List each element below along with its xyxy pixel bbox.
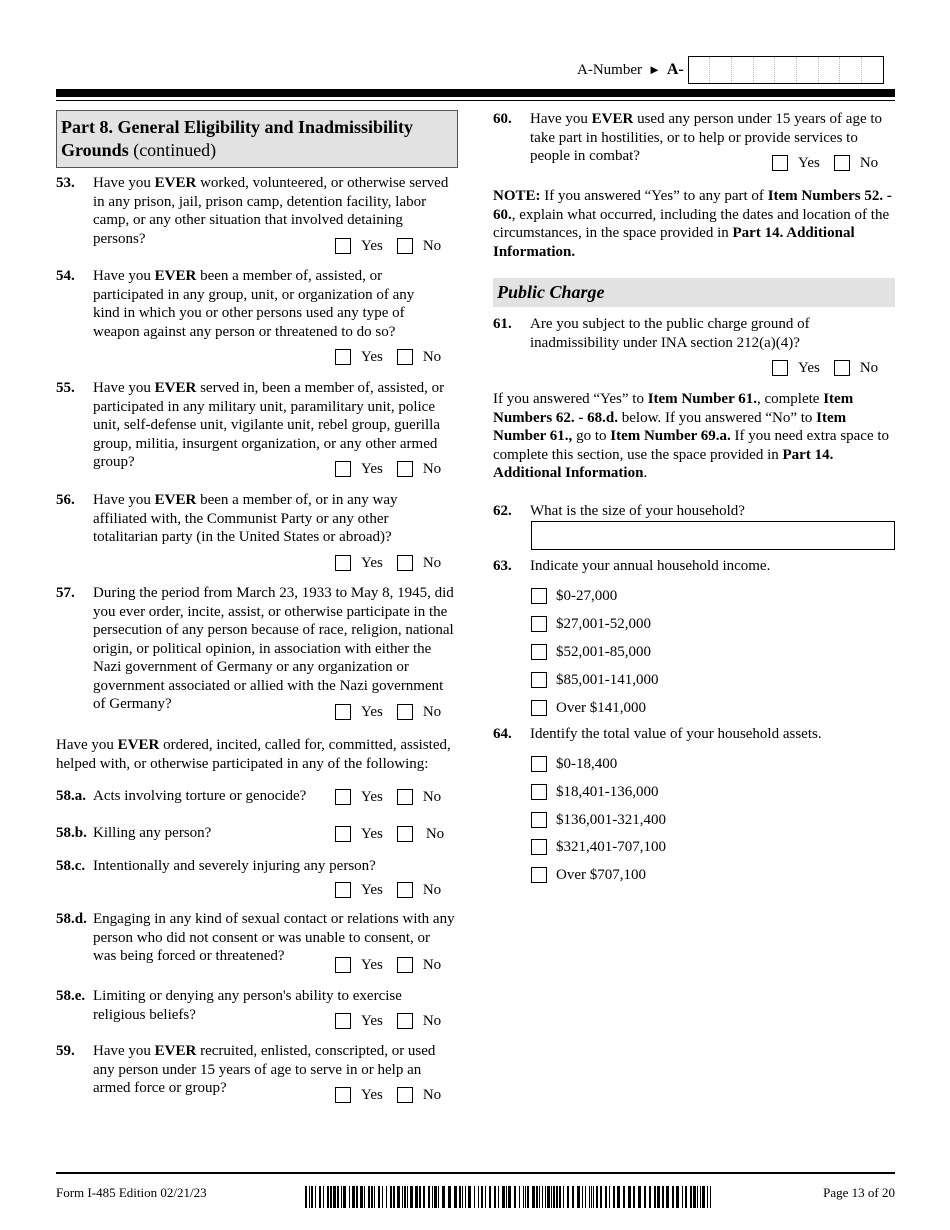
question-55 <box>56 379 458 472</box>
question-text: Intentionally and severely injuring any person? <box>93 858 376 874</box>
yes-checkbox[interactable] <box>335 957 351 973</box>
no-checkbox[interactable] <box>397 789 413 805</box>
a-number-group <box>577 56 884 84</box>
header-rule <box>56 89 895 97</box>
question-text: Have you EVER been a member of, or in any way affiliated with, the Communist Party or any other totalitarian party (in the United States or abroad)? <box>93 492 398 545</box>
question-text: Identify the total value of your household assets. <box>530 726 822 742</box>
question-text: Have you EVER been a member of, assisted, or participated in any group, unit, or organization of any kind in which you or other persons used any type of weapon against any person or threatened to do so? <box>93 268 415 340</box>
yes-checkbox[interactable] <box>335 1013 351 1029</box>
no-checkbox[interactable] <box>397 957 413 973</box>
asset-checkbox[interactable] <box>531 812 547 828</box>
question-text: Engaging in any kind of sexual contact or relations with any person who did not consent or was unable to consent, or was being forced or threatened? <box>93 911 455 964</box>
header-rule-thin <box>56 100 895 101</box>
income-option: $0-27,000 <box>531 587 617 606</box>
no-checkbox[interactable] <box>397 1087 413 1103</box>
question-text: Killing any person? <box>93 825 212 841</box>
question-56 <box>56 491 458 547</box>
question-text: Have you EVER recruited, enlisted, conscripted, or used any person under 15 years of age to serve in or help an armed force or group? <box>93 1043 436 1096</box>
public-charge-header: Public Charge <box>493 278 895 307</box>
question-text: Acts involving torture or genocide? <box>93 788 307 804</box>
yes-no-57: Yes No <box>335 703 441 722</box>
question-text: Have you EVER served in, been a member of, assisted, or participated in any military unit, paramilitary unit, police unit, self-defense unit, vigilante unit, rebel group, guerilla group, militia, insurgent organization, or any other armed group? <box>93 380 445 470</box>
income-checkbox[interactable] <box>531 588 547 604</box>
question-number: 58.a. <box>56 788 86 804</box>
income-checkbox[interactable] <box>531 616 547 632</box>
question-54 <box>56 267 458 341</box>
yes-checkbox[interactable] <box>335 704 351 720</box>
yes-checkbox[interactable] <box>335 349 351 365</box>
question-number: 57. <box>56 585 75 601</box>
yes-no-58c: Yes No <box>335 881 441 900</box>
yes-no-61: Yes No <box>772 359 878 378</box>
asset-checkbox[interactable] <box>531 839 547 855</box>
yes-no-56: Yes No <box>335 554 441 573</box>
yes-no-60: Yes No <box>772 154 878 173</box>
asset-option: Over $707,100 <box>531 866 646 885</box>
question-number: 61. <box>493 316 512 332</box>
yes-no-58a: Yes No <box>335 788 441 807</box>
no-checkbox[interactable] <box>397 238 413 254</box>
yes-checkbox[interactable] <box>335 826 351 842</box>
question-62 <box>493 502 895 521</box>
yes-no-55: Yes No <box>335 460 441 479</box>
asset-option: $18,401-136,000 <box>531 783 659 802</box>
yes-checkbox[interactable] <box>335 555 351 571</box>
question-number: 56. <box>56 492 75 508</box>
question-text: Have you EVER used any person under 15 years of age to take part in hostilities, or to help or provide services to people in combat? <box>530 111 883 164</box>
no-checkbox[interactable] <box>397 461 413 477</box>
part-title-suffix: (continued) <box>128 140 217 160</box>
a-number-label: A-Number <box>577 61 642 78</box>
public-charge-instructions: If you answered “Yes” to Item Number 61., complete Item Numbers 62. - 68.d. below. If you answered “No” to Item Number 61., go to Item Number 69.a. If you need extra space to complete this section, use the space provided in Part 14. Additional Information. <box>493 391 890 481</box>
yes-checkbox[interactable] <box>335 882 351 898</box>
asset-option: $321,401-707,100 <box>531 838 666 857</box>
yes-no-58b: Yes No <box>335 825 444 844</box>
question-number: 60. <box>493 111 512 127</box>
question-63 <box>493 557 895 576</box>
yes-checkbox[interactable] <box>335 461 351 477</box>
question-number: 55. <box>56 380 75 396</box>
no-checkbox[interactable] <box>397 1013 413 1029</box>
income-checkbox[interactable] <box>531 672 547 688</box>
part-title: Part 8. General Eligibility and Inadmissibility Grounds <box>61 117 414 160</box>
no-checkbox[interactable] <box>397 349 413 365</box>
income-checkbox[interactable] <box>531 644 547 660</box>
question-number: 59. <box>56 1043 75 1059</box>
no-checkbox[interactable] <box>397 826 413 842</box>
left-column <box>56 110 458 1103</box>
a-number-input[interactable] <box>688 56 884 84</box>
asset-checkbox[interactable] <box>531 867 547 883</box>
footer-rule <box>56 1172 895 1174</box>
barcode-icon <box>305 1186 713 1208</box>
question-text: What is the size of your household? <box>530 503 745 519</box>
yes-checkbox[interactable] <box>335 238 351 254</box>
yes-no-59: Yes No <box>335 1086 441 1105</box>
a-number-prefix: A- <box>666 60 684 78</box>
question-61 <box>493 315 895 352</box>
part-header <box>56 110 458 168</box>
income-option: $52,001-85,000 <box>531 643 651 662</box>
yes-no-58d: Yes No <box>335 956 441 975</box>
household-size-input[interactable] <box>531 521 895 550</box>
form-edition: Form I-485 Edition 02/21/23 <box>56 1185 207 1200</box>
yes-checkbox[interactable] <box>335 789 351 805</box>
asset-option: $0-18,400 <box>531 755 617 774</box>
yes-no-54: Yes No <box>335 348 441 367</box>
question-64 <box>493 725 895 744</box>
question-number: 64. <box>493 726 512 742</box>
no-checkbox[interactable] <box>397 555 413 571</box>
yes-no-58e: Yes No <box>335 1012 441 1031</box>
income-option: $85,001-141,000 <box>531 671 659 690</box>
no-checkbox[interactable] <box>397 882 413 898</box>
question-57 <box>56 584 458 714</box>
question-58c <box>56 857 458 876</box>
question-number: 58.d. <box>56 911 87 927</box>
question-number: 58.b. <box>56 825 87 841</box>
question-number: 58.e. <box>56 988 86 1004</box>
asset-checkbox[interactable] <box>531 784 547 800</box>
question-number: 54. <box>56 268 75 284</box>
income-option: Over $141,000 <box>531 699 646 718</box>
yes-checkbox[interactable] <box>772 360 788 376</box>
asset-checkbox[interactable] <box>531 756 547 772</box>
arrow-right-icon: ► <box>647 61 661 77</box>
question-number: 58.c. <box>56 858 86 874</box>
question-text: Limiting or denying any person's ability to exercise religious beliefs? <box>93 988 402 1023</box>
yes-no-53: Yes No <box>335 237 441 256</box>
no-checkbox[interactable] <box>834 360 850 376</box>
yes-checkbox[interactable] <box>772 155 788 171</box>
yes-checkbox[interactable] <box>335 1087 351 1103</box>
no-checkbox[interactable] <box>397 704 413 720</box>
question-text: Indicate your annual household income. <box>530 558 771 574</box>
no-checkbox[interactable] <box>834 155 850 171</box>
question-58-intro: Have you EVER ordered, incited, called for, committed, assisted, helped with, or otherwise participated in any of the following: <box>56 737 451 772</box>
question-text: Have you EVER worked, volunteered, or otherwise served in any prison, jail, prison camp, detention facility, labor camp, or any other situation that involved detaining persons? <box>93 175 449 247</box>
question-number: 53. <box>56 175 75 191</box>
asset-option: $136,001-321,400 <box>531 811 666 830</box>
note-paragraph: NOTE: If you answered “Yes” to any part of Item Numbers 52. - 60., explain what occurred, including the dates and location of the circumstances, in the space provided in Part 14. Additional Information. <box>493 188 892 260</box>
question-number: 62. <box>493 503 512 519</box>
question-text: During the period from March 23, 1933 to May 8, 1945, did you ever order, incite, assist, or otherwise participate in the persecution of any person because of race, religion, national origin, or political opinion, in association with either the Nazi government of Germany or any organization or government associated or allied with the Nazi government of Germany? <box>93 585 454 712</box>
question-number: 63. <box>493 558 512 574</box>
question-text: Are you subject to the public charge ground of inadmissibility under INA section 212(a)(4)? <box>530 316 810 351</box>
income-option: $27,001-52,000 <box>531 615 651 634</box>
income-checkbox[interactable] <box>531 700 547 716</box>
page-number: Page 13 of 20 <box>823 1185 895 1200</box>
